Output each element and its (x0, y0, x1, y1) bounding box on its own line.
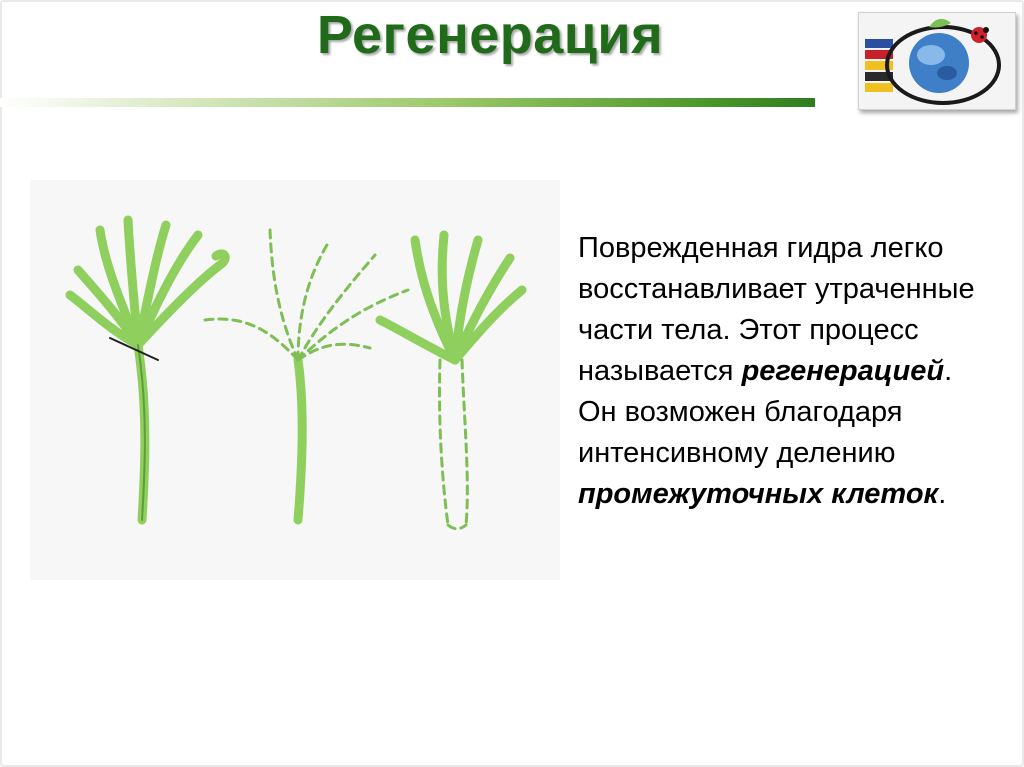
paragraph-text-part2: . Он возможен благодаря интенсивному делению (578, 355, 953, 469)
paragraph-text-part1: Поврежденная гидра легко восстанавливает утраченные части тела. Этот процесс называется (578, 232, 975, 387)
paragraph-text-part3: . (938, 478, 947, 510)
term-intermediate-cells: промежуточных клеток (578, 478, 939, 510)
description-paragraph (578, 228, 998, 515)
term-regeneration: регенерацией (741, 355, 945, 387)
hydra-regeneration-illustration-icon (30, 180, 560, 580)
slide-title: Регенерация (316, 5, 664, 65)
title-underline (0, 98, 815, 107)
globe-ladybug-logo-icon (858, 12, 1016, 110)
